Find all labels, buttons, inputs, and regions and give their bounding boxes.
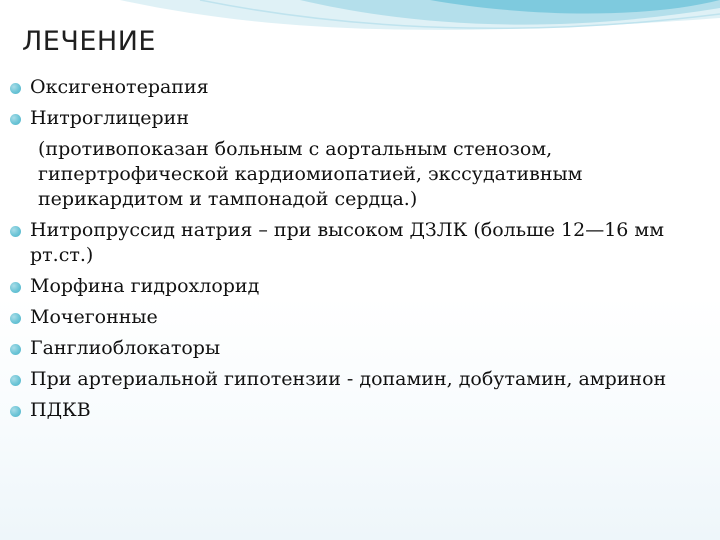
list-item bbox=[10, 218, 700, 268]
bullet-icon bbox=[10, 226, 21, 237]
bullet-icon bbox=[10, 114, 21, 125]
list-item-text: Ганглиоблокаторы bbox=[30, 337, 221, 359]
list-item-text: Оксигенотерапия bbox=[30, 76, 209, 98]
bullet-icon bbox=[10, 344, 21, 355]
list-item-text: Нитроглицерин bbox=[30, 107, 189, 129]
slide-title: ЛЕЧЕНИЕ bbox=[22, 26, 156, 57]
bullet-icon bbox=[10, 83, 21, 94]
list-item bbox=[10, 106, 700, 212]
bullet-icon bbox=[10, 375, 21, 386]
list-item-note: (противопоказан больным с аортальным стенозом, гипертрофической кардиомиопатией, экссудативным перикардитом и тампонадой сердца.) bbox=[38, 138, 583, 210]
bullet-icon bbox=[10, 282, 21, 293]
list-item bbox=[10, 367, 700, 392]
list-item bbox=[10, 75, 700, 100]
bullet-list bbox=[10, 75, 700, 429]
list-item bbox=[10, 274, 700, 299]
list-item-text: Мочегонные bbox=[30, 306, 158, 328]
list-item-text: Морфина гидрохлорид bbox=[30, 275, 260, 297]
bullet-icon bbox=[10, 406, 21, 417]
list-item-text: ПДКВ bbox=[30, 399, 91, 421]
list-item bbox=[10, 336, 700, 361]
bullet-icon bbox=[10, 313, 21, 324]
list-item bbox=[10, 398, 700, 423]
list-item-text: Нитропруссид натрия – при высоком ДЗЛК (больше 12—16 мм рт.ст.) bbox=[30, 219, 664, 266]
list-item-text: При артериальной гипотензии - допамин, добутамин, амринон bbox=[30, 368, 667, 390]
list-item bbox=[10, 305, 700, 330]
